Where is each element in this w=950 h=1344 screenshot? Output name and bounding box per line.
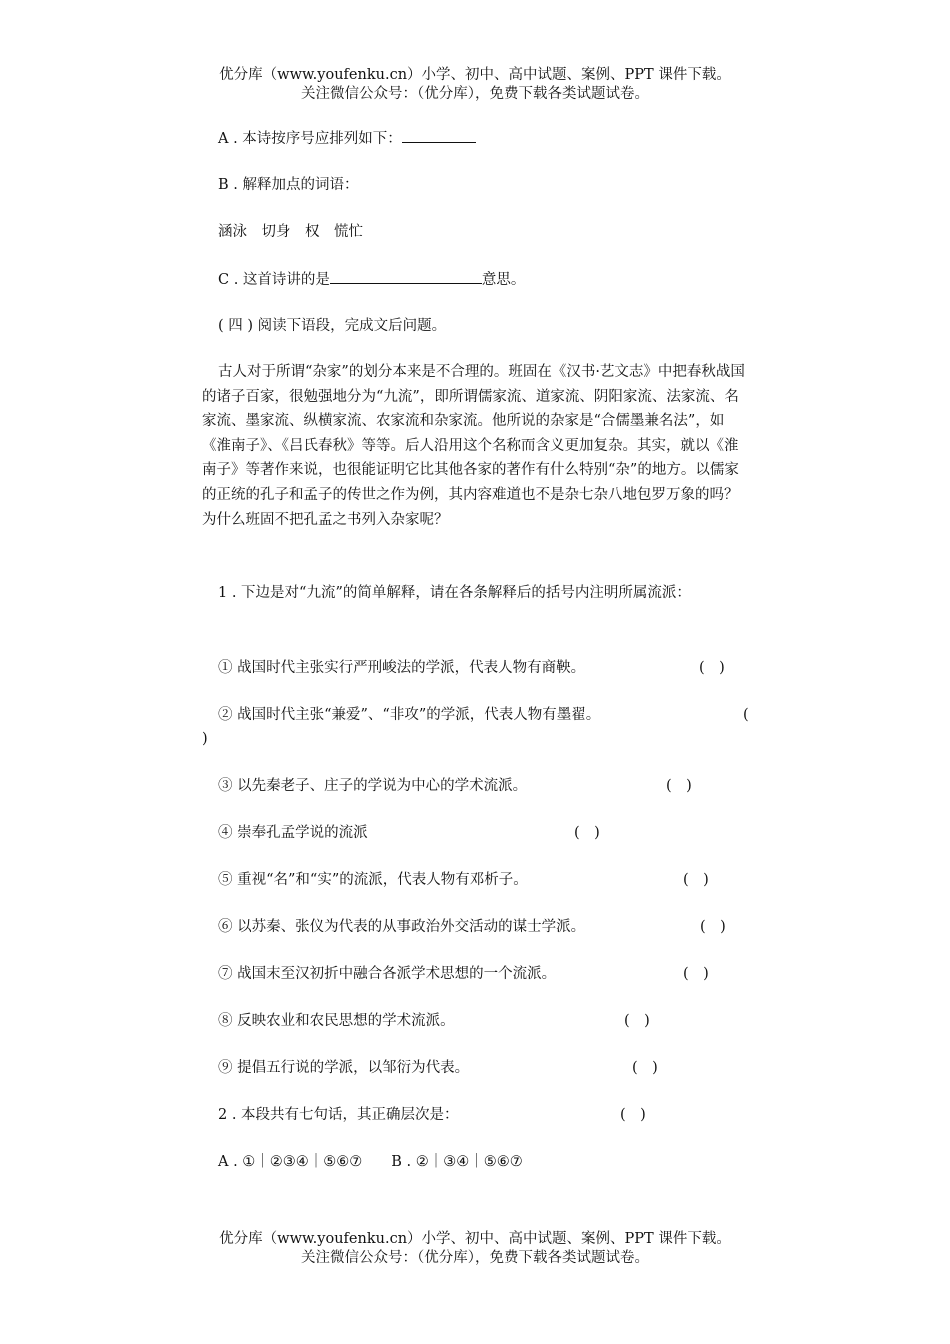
q1-item-6: ⑥ 以苏秦、张仪为代表的从事政治外交活动的谋士学派。 [218,919,586,935]
question-a-text: A . 本诗按序号应排列如下： [218,131,402,147]
q1-item-7: ⑦ 战国末至汉初折中融合各派学术思想的一个流派。 [218,966,557,982]
q1-item-3: ③ 以先秦老子、庄子的学说为中心的学术流派。 [218,778,528,794]
q1-answer-paren-6[interactable]: ( ) [700,919,726,935]
q1-answer-paren-3[interactable]: ( ) [666,778,692,794]
question-1-text: 1 . 下边是对“九流”的简单解释，请在各条解释后的括号内注明所属流派： [218,585,691,601]
q1-item-8: ⑧ 反映农业和农民思想的学术流派。 [218,1013,455,1029]
q1-item-1: ① 战国时代主张实行严刑峻法的学派，代表人物有商鞅。 [218,660,586,676]
header-line-2: 关注微信公众号：（优分库），免费下载各类试题试卷。 [301,86,649,102]
page-header [0,66,950,104]
footer-line-1: 优分库（www.youfenku.cn）小学、初中、高中试题、案例、PPT 课件下载。 [219,1231,731,1247]
question-2-options: A . ①｜②③④｜⑤⑥⑦ B . ②｜③④｜⑤⑥⑦ [218,1154,523,1170]
q1-item-2: ② 战国时代主张“兼爱”、“非攻”的学派，代表人物有墨翟。 [218,707,601,723]
q1-answer-paren-4[interactable]: ( ) [574,825,600,841]
question-c-prefix: C . 这首诗讲的是 [218,272,330,288]
q1-answer-paren-5[interactable]: ( ) [683,872,709,888]
q1-answer-paren-1[interactable]: ( ) [699,660,725,676]
q2-answer-paren[interactable]: ( ) [620,1107,646,1123]
poem-words-to-explain: 涵泳 切身 权 慌忙 [218,224,363,240]
q1-item-4: ④ 崇奉孔孟学说的流派 [218,825,368,841]
question-c-suffix: 意思。 [481,272,526,288]
q1-item-9: ⑨ 提倡五行说的学派，以邹衍为代表。 [218,1060,470,1076]
q1-answer-paren-8[interactable]: ( ) [624,1013,650,1029]
page-footer [0,1230,950,1268]
section-4-title: ( 四 ) 阅读下语段，完成文后问题。 [218,318,447,334]
reading-passage [202,360,752,532]
poem-question-c [218,269,525,290]
q1-answer-paren-9[interactable]: ( ) [632,1060,658,1076]
q1-answer-paren-7[interactable]: ( ) [683,966,709,982]
q1-answer-paren-2-open[interactable]: ( [743,707,749,723]
q1-answer-paren-2-close[interactable]: ) [202,731,208,747]
q1-item-5: ⑤ 重视“名”和“实”的流派，代表人物有邓析子。 [218,872,528,888]
header-line-1: 优分库（www.youfenku.cn）小学、初中、高中试题、案例、PPT 课件下载。 [219,67,731,83]
answer-blank-c[interactable] [330,269,482,284]
poem-question-b: B . 解释加点的词语： [218,177,359,193]
answer-blank-a[interactable] [402,128,476,143]
poem-question-a [218,128,476,149]
footer-line-2: 关注微信公众号：（优分库），免费下载各类试题试卷。 [301,1250,649,1266]
question-1-stem [202,581,752,606]
passage-text: 古人对于所谓“杂家”的划分本来是不合理的。班固在《汉书·艺文志》中把春秋战国的诸子百家，很勉强地分为“九流”，即所谓儒家流、道家流、阴阳家流、法家流、名家流、墨家流、纵横家流、农家流和杂家流。他所说的杂家是“合儒墨兼名法”，如《淮南子》、《吕氏春秋》等等。后人沿用这个名称而含义更加复杂。其实，就以《淮南子》等著作来说，也很能证明它比其他各家的著作有什么特别“杂”的地方。以儒家的正统的孔子和孟子的传世之作为例，其内容难道也不是杂七杂八地包罗万象的吗？为什么班固不把孔孟之书列入杂家呢？ [202,364,745,528]
question-2-stem: 2 . 本段共有七句话，其正确层次是： [218,1107,459,1123]
